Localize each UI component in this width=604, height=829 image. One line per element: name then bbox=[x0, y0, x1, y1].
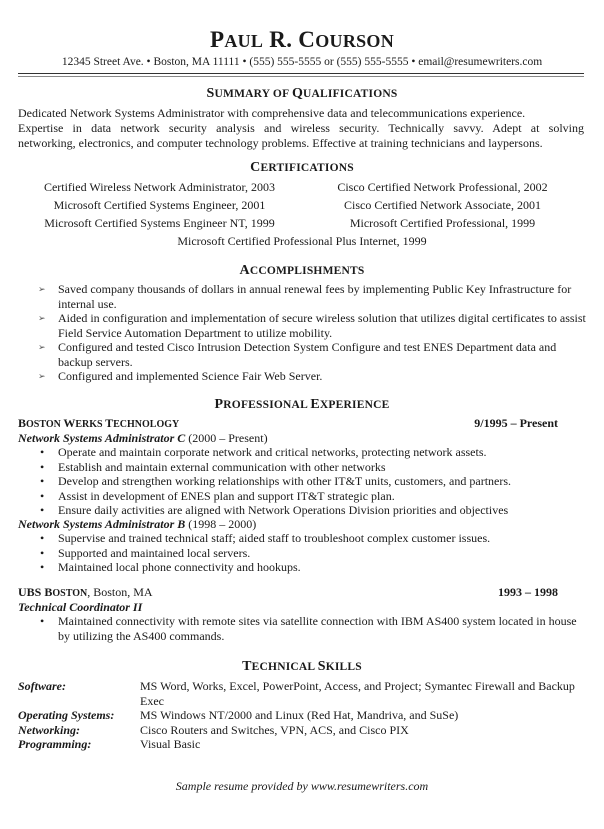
company-text: ERKS bbox=[75, 419, 106, 430]
certifications-heading bbox=[0, 160, 604, 176]
certification: Microsoft Certified Systems Engineer NT, 1999 bbox=[44, 216, 275, 230]
arrow-bullet-icon: ➢ bbox=[38, 313, 46, 323]
cert-row bbox=[18, 198, 584, 216]
job-dates: 9/1995 – Present bbox=[474, 416, 558, 430]
bullet-icon: • bbox=[40, 560, 45, 574]
bullet-icon: • bbox=[40, 545, 45, 560]
skill-row bbox=[18, 708, 584, 723]
list-item bbox=[38, 369, 586, 384]
job-title bbox=[18, 600, 142, 615]
heading-text: ROFESSIONAL bbox=[223, 399, 311, 411]
list-item bbox=[40, 460, 584, 475]
summary-line: Dedicated Network Systems Administrator with comprehensive data and telecommunications experience. bbox=[18, 106, 526, 120]
bullet-icon: • bbox=[40, 474, 45, 488]
skill-row bbox=[18, 737, 584, 752]
list-item bbox=[40, 531, 584, 546]
header-divider-thin bbox=[18, 76, 584, 77]
accomplishment-text: Configured and tested Cisco Intrusion Detection System Configure and test ENES Department data and backup servers. bbox=[58, 340, 557, 369]
company-text: ECHNOLOGY bbox=[113, 419, 180, 430]
bullet-icon: • bbox=[40, 503, 45, 517]
role-years: (1998 – 2000) bbox=[185, 517, 257, 531]
heading-cap: Q bbox=[291, 86, 304, 101]
certification: Microsoft Certified Professional Plus Internet, 1999 bbox=[177, 234, 427, 248]
list-item bbox=[40, 474, 584, 489]
heading-text: CCOMPLISHMENTS bbox=[249, 265, 365, 277]
skill-value: Cisco Routers and Switches, VPN, ACS, and Cisco PIX bbox=[140, 722, 409, 737]
job-dates: 1993 – 1998 bbox=[498, 585, 558, 599]
summary-heading bbox=[0, 86, 604, 102]
accomplishment-text: Saved company thousands of dollars in annual renewal fees by implementing Public Key Infrastructure for internal use. bbox=[58, 282, 572, 311]
arrow-bullet-icon: ➢ bbox=[38, 371, 46, 381]
job-header bbox=[18, 416, 558, 432]
bullet-icon: • bbox=[40, 445, 45, 459]
heading-cap: A bbox=[239, 263, 250, 278]
skill-value: MS Windows NT/2000 and Linux (Red Hat, Mandriva, and SuSe) bbox=[140, 708, 459, 722]
role-duties bbox=[40, 445, 584, 518]
heading-text: KILLS bbox=[325, 661, 362, 673]
skills-table bbox=[18, 679, 584, 752]
heading-cap: S bbox=[317, 659, 326, 674]
name-part: OURSON bbox=[315, 31, 395, 51]
certification: Certified Wireless Network Administrator, 2003 bbox=[43, 180, 276, 194]
heading-cap: P bbox=[214, 397, 224, 412]
footer-note: Sample resume provided by www.resumewriters.com bbox=[175, 779, 429, 793]
skill-value: MS Word, Works, Excel, PowerPoint, Access, and Project; Symantec Firewall and Backup Exec bbox=[140, 679, 575, 708]
certification: Cisco Certified Network Associate, 2001 bbox=[344, 198, 541, 212]
list-item bbox=[38, 311, 586, 340]
duty-text: Maintained local phone connectivity and hookups. bbox=[58, 560, 301, 574]
company-cap: B bbox=[44, 585, 53, 599]
bullet-icon: • bbox=[40, 459, 45, 474]
duty-text: Ensure daily activities are aligned with Network Operations Division priorities and objectives bbox=[58, 503, 509, 517]
arrow-bullet-icon: ➢ bbox=[38, 342, 46, 352]
name-part: R. bbox=[263, 27, 299, 52]
skill-label: Programming: bbox=[18, 737, 92, 751]
company-text: UBS bbox=[18, 585, 45, 599]
heading-text: ECHNICAL bbox=[251, 661, 318, 673]
name-initial: P bbox=[209, 27, 225, 52]
duty-text: Supported and maintained local servers. bbox=[58, 545, 251, 560]
role-title: Technical Coordinator II bbox=[18, 600, 143, 614]
company-location: , Boston, MA bbox=[87, 585, 153, 599]
list-item bbox=[38, 282, 586, 311]
heading-text: ERTIFICATIONS bbox=[260, 162, 354, 174]
name-initial: C bbox=[298, 27, 316, 52]
list-item bbox=[40, 546, 584, 561]
certification: Cisco Certified Network Professional, 2002 bbox=[337, 180, 548, 194]
skill-label: Operating Systems: bbox=[18, 708, 115, 722]
summary-line: Expertise in data network security analysis and wireless security. Technically savvy. Adept at solving bbox=[18, 121, 584, 135]
name-part: AUL bbox=[224, 31, 264, 51]
experience-heading bbox=[0, 397, 604, 413]
skills-heading bbox=[0, 659, 604, 675]
heading-cap: E bbox=[310, 397, 320, 412]
list-item bbox=[38, 340, 586, 369]
duty-text: Develop and strengthen working relationships with other IT&T units, customers, and partners. bbox=[58, 474, 512, 488]
list-item bbox=[40, 614, 584, 643]
accomplishments-list bbox=[38, 282, 586, 384]
heading-cap: S bbox=[206, 86, 215, 101]
list-item bbox=[40, 489, 584, 504]
company-cap: W bbox=[63, 416, 76, 430]
skill-row bbox=[18, 723, 584, 738]
company-name bbox=[18, 585, 153, 599]
header-divider bbox=[18, 73, 584, 74]
accomplishment-text: Aided in configuration and implementation of secure wireless solution that utilizes digital certificates to assist Field Service Automation Department to utilize mobility. bbox=[58, 311, 586, 340]
list-item bbox=[40, 503, 584, 518]
duty-text: Establish and maintain external communication with other networks bbox=[58, 459, 386, 474]
company-name bbox=[18, 416, 179, 430]
job-header bbox=[18, 585, 558, 601]
candidate-name bbox=[0, 26, 604, 55]
heading-text: XPERIENCE bbox=[319, 399, 390, 411]
heading-text: UALIFICATIONS bbox=[303, 88, 398, 100]
skill-value: Visual Basic bbox=[140, 737, 201, 751]
list-item bbox=[40, 445, 584, 460]
certification: Microsoft Certified Professional, 1999 bbox=[349, 216, 536, 230]
company-caps bbox=[18, 585, 87, 599]
job-title bbox=[18, 517, 256, 532]
cert-row bbox=[18, 180, 584, 198]
duty-text: Assist in development of ENES plan and support IT&T strategic plan. bbox=[58, 488, 395, 503]
job-title bbox=[18, 431, 268, 446]
role-duties bbox=[40, 531, 584, 575]
role-duties bbox=[40, 614, 584, 643]
heading-text: UMMARY OF bbox=[214, 88, 292, 100]
bullet-icon: • bbox=[40, 488, 45, 503]
certifications-list bbox=[18, 180, 584, 234]
list-item bbox=[40, 560, 584, 575]
skill-label: Networking: bbox=[18, 722, 81, 737]
heading-cap: C bbox=[250, 160, 261, 175]
role-title: Network Systems Administrator B bbox=[18, 517, 186, 531]
skill-row bbox=[18, 679, 584, 708]
skill-label: Software: bbox=[18, 679, 66, 693]
duty-text: Operate and maintain corporate network and critical networks, protecting network assets. bbox=[58, 445, 487, 459]
company-text: OSTON bbox=[52, 588, 88, 599]
role-years: (2000 – Present) bbox=[185, 431, 268, 445]
contact-line: 12345 Street Ave. • Boston, MA 11111 • (555) 555-5555 or (555) 555-5555 • email@resumewriters.com bbox=[61, 56, 543, 68]
company-cap: B bbox=[18, 416, 27, 430]
role-title: Network Systems Administrator C bbox=[18, 431, 186, 445]
duty-text: Maintained connectivity with remote sites via satellite connection with IBM AS400 system located in house by utilizing the AS400 commands. bbox=[58, 614, 577, 643]
accomplishment-text: Configured and implemented Science Fair Web Server. bbox=[58, 369, 323, 383]
bullet-icon: • bbox=[40, 614, 45, 628]
accomplishments-heading bbox=[0, 263, 604, 279]
summary-text bbox=[18, 106, 584, 151]
company-text: OSTON bbox=[26, 419, 64, 430]
summary-line: networking, electronics, and computer technology problems. Effective at training technicians and laypersons. bbox=[18, 136, 543, 150]
duty-text: Supervise and trained technical staff; aided staff to troubleshoot complex customer issues. bbox=[58, 531, 491, 545]
company-cap: T bbox=[105, 416, 114, 430]
heading-cap: T bbox=[242, 659, 252, 674]
certification: Microsoft Certified Systems Engineer, 2001 bbox=[53, 198, 266, 212]
cert-row bbox=[18, 216, 584, 234]
arrow-bullet-icon: ➢ bbox=[38, 284, 46, 294]
bullet-icon: • bbox=[40, 531, 45, 545]
